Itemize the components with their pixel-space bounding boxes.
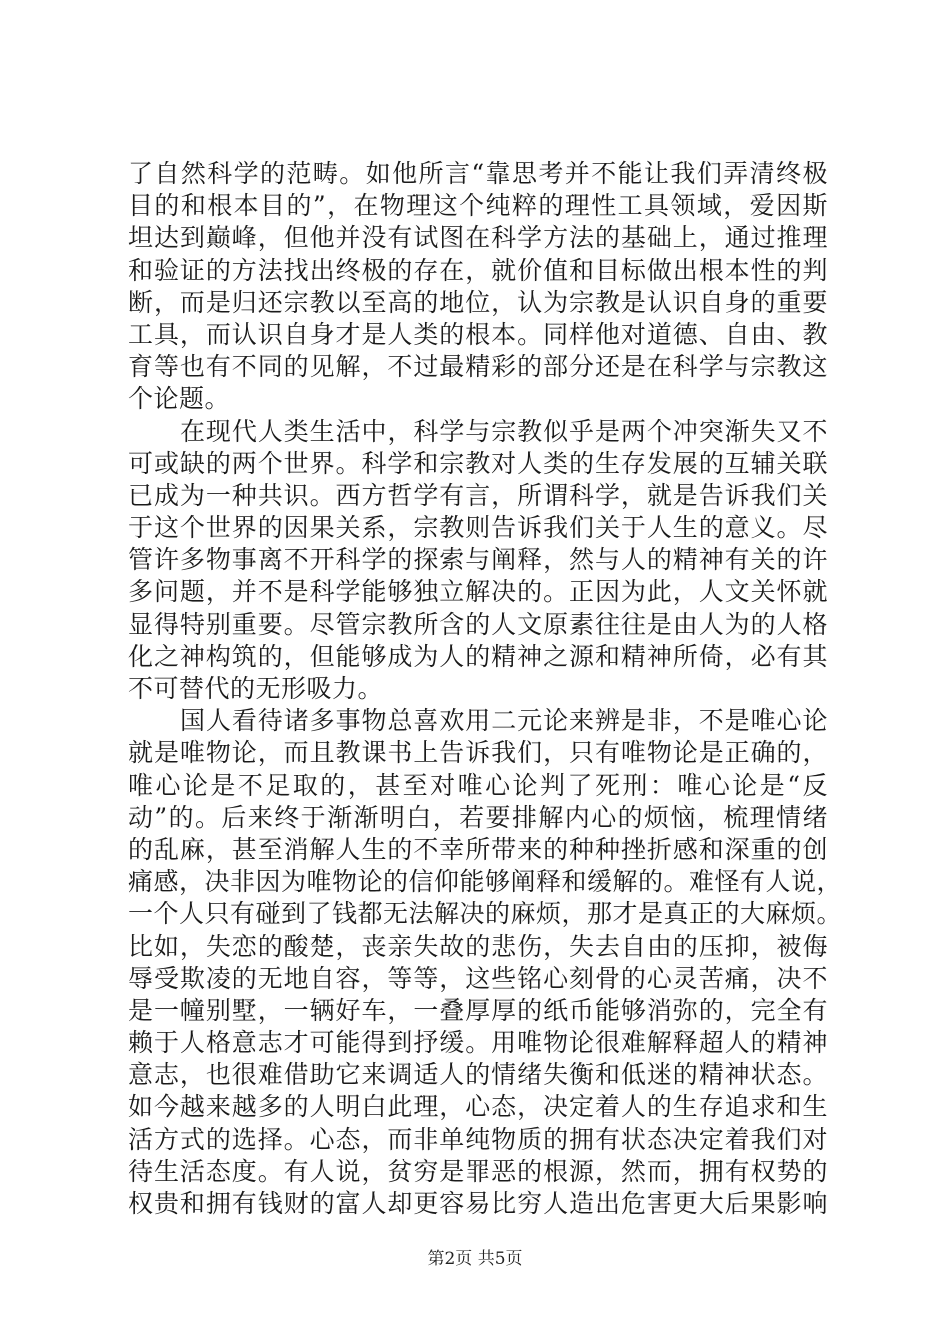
text-line: 断，而是归还宗教以至高的地位，认为宗教是认识自身的重要 [128, 287, 828, 317]
text-line: 的乱麻，甚至消解人生的不幸所带来的种种挫折感和深重的创 [128, 834, 828, 864]
text-line: 工具，而认识自身才是人类的根本。同样他对道德、自由、教 [128, 319, 828, 349]
text-line: 就是唯物论，而且教课书上告诉我们，只有唯物论是正确的， [128, 738, 828, 768]
text-line: 了自然科学的范畴。如他所言“靠思考并不能让我们弄清终极 [128, 159, 828, 188]
text-line: 赖于人格意志才可能得到抒缓。用唯物论很难解释超人的精神 [128, 1028, 828, 1058]
text-line: 个论题。 [128, 384, 231, 414]
text-line: 活方式的选择。心态，而非单纯物质的拥有状态决定着我们对 [128, 1124, 828, 1154]
text-line: 在现代人类生活中，科学与宗教似乎是两个冲突渐失又不 [180, 416, 828, 446]
document-body [128, 158, 843, 1220]
text-line: 权贵和拥有钱财的富人却更容易比穷人造出危害更大后果影响 [128, 1189, 828, 1218]
text-line: 比如，失恋的酸楚，丧亲失故的悲伤，失去自由的压抑，被侮 [128, 931, 828, 961]
text-line: 一个人只有碰到了钱都无法解决的麻烦，那才是真正的大麻烦。 [128, 899, 843, 929]
text-line: 不可替代的无形吸力。 [128, 674, 384, 703]
text-line: 育等也有不同的见解，不过最精彩的部分还是在科学与宗教这 [128, 352, 828, 382]
text-line: 多问题，并不是科学能够独立解决的。正因为此，人文关怀就 [128, 577, 828, 607]
page-footer: 第2页 共5页 [427, 1249, 523, 1269]
text-line: 意志，也很难借助它来调适人的情绪失衡和低迷的精神状态。 [128, 1060, 828, 1090]
text-line: 如今越来越多的人明白此理，心态，决定着人的生存追求和生 [128, 1092, 828, 1122]
text-line: 可或缺的两个世界。科学和宗教对人类的生存发展的互辅关联 [128, 448, 828, 478]
text-line: 管许多物事离不开科学的探索与阐释，然与人的精神有关的许 [128, 545, 828, 575]
text-line: 唯心论是不足取的，甚至对唯心论判了死刑：唯心论是“反 [128, 770, 828, 800]
text-line: 痛感，决非因为唯物论的信仰能够阐释和缓解的。难怪有人说， [128, 867, 843, 897]
text-line: 于这个世界的因果关系，宗教则告诉我们关于人生的意义。尽 [128, 513, 828, 543]
text-line: 目的和根本目的”，在物理这个纯粹的理性工具领域，爱因斯 [128, 191, 828, 221]
text-line: 待生活态度。有人说，贫穷是罪恶的根源，然而，拥有权势的 [128, 1156, 828, 1186]
text-line: 动”的。后来终于渐渐明白，若要排解内心的烦恼，梳理情绪 [128, 802, 828, 832]
text-line: 辱受欺凌的无地自容，等等，这些铭心刻骨的心灵苦痛，决不 [128, 963, 828, 993]
text-line: 国人看待诸多事物总喜欢用二元论来辨是非，不是唯心论 [180, 706, 828, 736]
text-line: 和验证的方法找出终极的存在，就价值和目标做出根本性的判 [128, 255, 828, 285]
text-line: 化之神构筑的，但能够成为人的精神之源和精神所倚，必有其 [128, 641, 828, 671]
text-line: 显得特别重要。尽管宗教所含的人文原素往往是由人为的人格 [128, 609, 828, 639]
text-line: 已成为一种共识。西方哲学有言，所谓科学，就是告诉我们关 [128, 480, 828, 510]
text-line: 是一幢别墅，一辆好车，一叠厚厚的纸币能够消弥的，完全有 [128, 995, 828, 1025]
text-line: 坦达到巅峰，但他并没有试图在科学方法的基础上，通过推理 [128, 223, 828, 253]
